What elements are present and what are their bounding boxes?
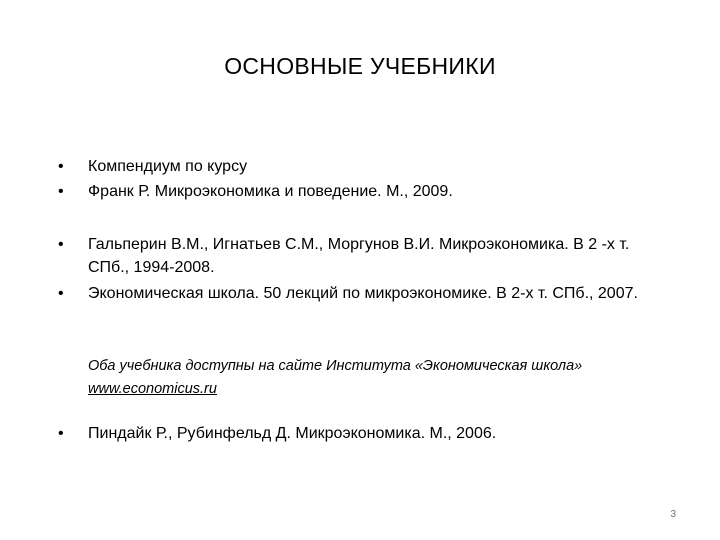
list-item-4: [58, 282, 663, 305]
list-item-text: Компендиум по курсу: [88, 158, 248, 175]
list-item-2: [58, 180, 698, 203]
availability-note: [88, 355, 708, 401]
bullet: •: [58, 285, 64, 302]
page-number: 3: [670, 509, 676, 520]
bullet: •: [58, 183, 64, 200]
note-text: Оба учебника доступны на сайте Института «Экономическая школа»: [88, 358, 583, 374]
website-link[interactable]: www.economicus.ru: [88, 381, 217, 397]
slide-title: ОСНОВНЫЕ УЧЕБНИКИ: [224, 53, 496, 79]
list-item-3: [58, 233, 663, 279]
bullet: •: [58, 236, 64, 253]
bullet: •: [58, 425, 64, 442]
list-item-5: [58, 422, 698, 445]
list-item-text: Франк Р. Микроэкономика и поведение. М., 2009.: [88, 183, 453, 200]
list-item-text: Гальперин В.М., Игнатьев С.М., Моргунов В.И. Микроэкономика. В 2 -х т. СПб., 1994-2008.: [88, 236, 630, 276]
list-item-1: [58, 155, 698, 178]
list-item-text: Экономическая школа. 50 лекций по микроэкономике. В 2-х т. СПб., 2007.: [88, 285, 638, 302]
bullet: •: [58, 158, 64, 175]
list-item-text: Пиндайк Р., Рубинфельд Д. Микроэкономика. М., 2006.: [88, 425, 497, 442]
